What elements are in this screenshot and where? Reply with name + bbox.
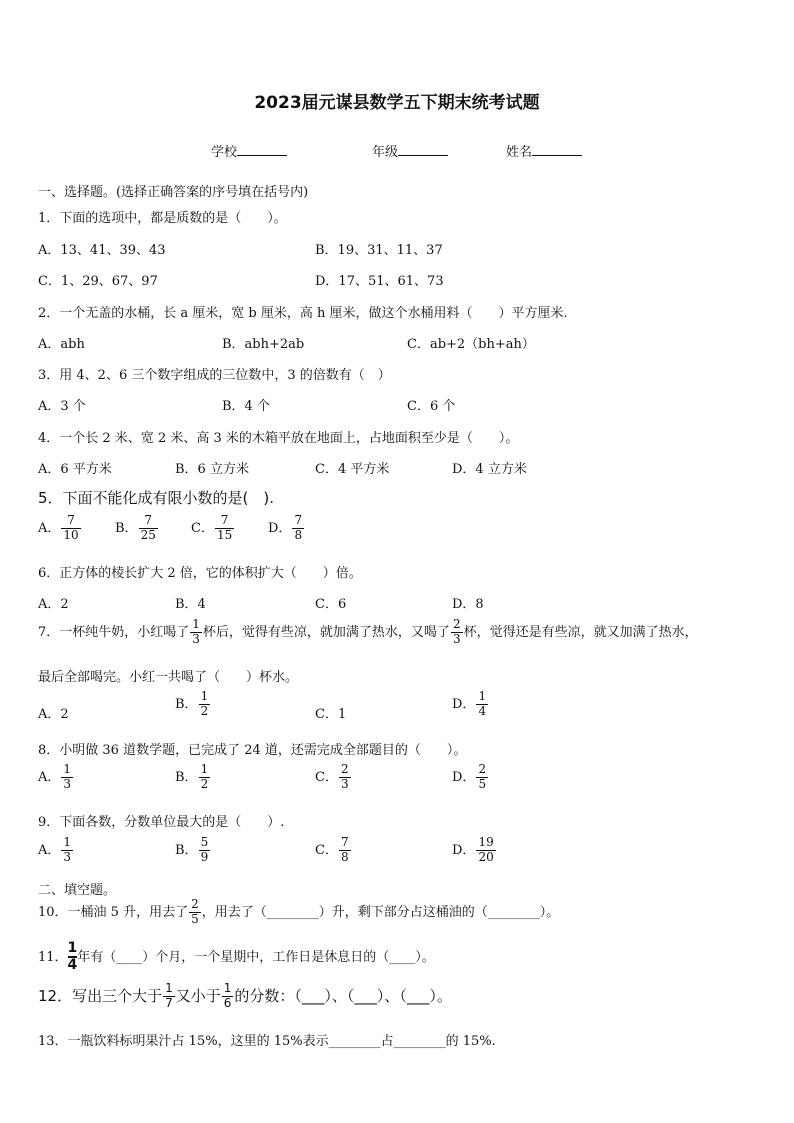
q5-option-d[interactable]: [268, 514, 305, 543]
name-field[interactable]: [506, 141, 582, 160]
denominator: 3: [63, 776, 72, 791]
q3-option-a[interactable]: A．3 个: [38, 399, 86, 414]
q6-option-c[interactable]: C．6: [315, 597, 347, 612]
q10-text-2: ，用去了（________）升，剩下部分占这桶油的（________）。: [201, 904, 560, 920]
q5-d-label: D．: [268, 520, 292, 536]
q5-a-fraction: [61, 514, 80, 543]
q3-option-c[interactable]: C．6 个: [407, 399, 456, 414]
q9-a-label: A．: [38, 842, 61, 858]
question-5: 5．下面不能化成有限小数的是( ).: [38, 489, 275, 507]
q8-a-label: A．: [38, 769, 61, 785]
school-blank[interactable]: [237, 143, 287, 156]
q11-label: 11．: [38, 949, 68, 965]
q9-b-fraction: [199, 836, 211, 865]
question-10: [38, 898, 559, 927]
numerator: 1: [200, 689, 209, 703]
denominator: 4: [67, 957, 78, 974]
q8-b-fraction: [199, 763, 211, 792]
denominator: 8: [340, 849, 349, 864]
q4-option-a[interactable]: A．6 平方米: [38, 462, 112, 477]
question-7-cont: 最后全部喝完。小红一共喝了（ ）杯水。: [38, 670, 299, 685]
denominator: 2: [200, 703, 209, 718]
q9-option-d[interactable]: [452, 836, 497, 865]
denominator: 10: [63, 527, 79, 542]
q5-option-b[interactable]: [115, 514, 159, 543]
numerator: 1: [67, 940, 78, 956]
numerator: 1: [63, 762, 72, 776]
numerator: 7: [67, 513, 75, 527]
q8-c-label: C．: [315, 769, 338, 785]
q7-b-label: B．: [175, 696, 198, 712]
numerator: 7: [220, 513, 229, 527]
numerator: 2: [452, 617, 461, 631]
question-1: 1．下面的选项中，都是质数的是（ ）。: [38, 211, 287, 226]
q5-a-label: A．: [38, 520, 61, 536]
q7-b-fraction: [199, 690, 211, 719]
q12-text-2: 又小于: [175, 986, 221, 1005]
q8-c-fraction: [339, 763, 351, 792]
question-7: [38, 618, 698, 647]
denominator: 25: [140, 527, 156, 542]
q3-option-b[interactable]: B．4 个: [222, 399, 270, 414]
q11-text: 年有（____）个月，一个星期中，工作日是休息日的（____）。: [77, 949, 435, 965]
school-label: 学校: [211, 145, 238, 160]
denominator: 20: [478, 849, 494, 864]
q9-b-label: B．: [175, 842, 198, 858]
q5-b-label: B．: [115, 520, 138, 536]
q10-fraction: [189, 898, 201, 927]
q12-fraction-2: [222, 982, 234, 1011]
q9-option-a[interactable]: [38, 836, 74, 865]
q10-text-1: 10．一桶油 5 升，用去了: [38, 904, 189, 920]
q7-fraction-2: [451, 618, 463, 647]
denominator: 3: [192, 631, 200, 646]
numerator: 2: [191, 897, 199, 911]
page-title: 2023届元谋县数学五下期末统考试题: [254, 93, 540, 113]
denominator: 6: [223, 995, 232, 1010]
denominator: 5: [191, 911, 199, 926]
q9-option-c[interactable]: [315, 836, 352, 865]
denominator: 5: [478, 776, 487, 791]
name-blank[interactable]: [532, 143, 582, 156]
denominator: 8: [294, 527, 303, 542]
denominator: 3: [63, 849, 72, 864]
numerator: 2: [340, 762, 349, 776]
q8-b-label: B．: [175, 769, 198, 785]
question-6: 6．正方体的棱长扩大 2 倍，它的体积扩大（ ）倍。: [38, 566, 362, 581]
q6-option-d[interactable]: D．8: [452, 597, 484, 612]
question-8: 8．小明做 36 道数学题，已完成了 24 道，还需完成全部题目的（ ）。: [38, 743, 467, 758]
numerator: 1: [192, 617, 200, 631]
question-2: 2．一个无盖的水桶，长 a 厘米，宽 b 厘米，高 h 厘米，做这个水桶用料（ ）平方厘米.: [38, 306, 568, 321]
q11-fraction: [68, 941, 78, 974]
numerator: 1: [200, 762, 209, 776]
question-13: 13．一瓶饮料标明果汁占 15%，这里的 15%表示________占________的 15%.: [38, 1034, 496, 1049]
q8-d-label: D．: [452, 769, 476, 785]
q9-c-label: C．: [315, 842, 338, 858]
q9-d-fraction: [476, 836, 495, 865]
q8-option-b[interactable]: [175, 763, 211, 792]
denominator: 3: [452, 631, 461, 646]
q2-option-c[interactable]: C．ab+2（bh+ah）: [407, 337, 535, 352]
q12-fraction-1: [163, 982, 175, 1011]
q7-d-label: D．: [452, 696, 476, 712]
q7-text-3: 杯，觉得还是有些凉，就又加满了热水，: [463, 624, 698, 640]
numerator: 1: [478, 689, 487, 703]
numerator: 7: [340, 835, 349, 849]
q7-d-fraction: [476, 690, 488, 719]
numerator: 1: [223, 981, 232, 995]
numerator: 7: [294, 513, 303, 527]
section-2-heading: 二、填空题。: [38, 883, 117, 898]
numerator: 1: [63, 835, 72, 849]
q7-text-2: 杯后，觉得有些凉，就加满了热水，又喝了: [202, 624, 450, 640]
denominator: 15: [216, 527, 233, 542]
numerator: 2: [478, 762, 487, 776]
q1-option-b[interactable]: B．19、31、11、37: [315, 243, 443, 258]
q7-option-b[interactable]: [175, 690, 211, 719]
q5-b-fraction: [139, 514, 158, 543]
q9-option-b[interactable]: [175, 836, 211, 865]
grade-label: 年级: [372, 145, 399, 160]
numerator: 5: [200, 835, 209, 849]
section-1-heading: 一、选择题。(选择正确答案的序号填在括号内): [38, 185, 309, 200]
q9-c-fraction: [339, 836, 351, 865]
q4-option-d[interactable]: D．4 立方米: [452, 462, 527, 477]
q7-option-a[interactable]: A．2: [38, 707, 69, 722]
denominator: 4: [478, 703, 487, 718]
question-12: [38, 982, 452, 1011]
q7-fraction-1: [190, 618, 202, 647]
numerator: 1: [165, 981, 173, 995]
q5-c-label: C．: [191, 520, 214, 536]
denominator: 3: [340, 776, 349, 791]
q1-option-c[interactable]: C．1、29、67、97: [38, 274, 158, 289]
q8-d-fraction: [476, 763, 488, 792]
q6-option-b[interactable]: B．4: [175, 597, 206, 612]
question-9: 9．下面各数，分数单位最大的是（ ）.: [38, 815, 285, 830]
numerator: 7: [144, 513, 153, 527]
grade-blank[interactable]: [398, 143, 448, 156]
q5-d-fraction: [292, 514, 304, 543]
q8-option-d[interactable]: [452, 763, 489, 792]
name-label: 姓名: [506, 145, 533, 160]
denominator: 2: [200, 776, 209, 791]
q7-option-c[interactable]: C．1: [315, 707, 347, 722]
q12-text-1: 12．写出三个大于: [38, 986, 163, 1005]
q5-option-a[interactable]: [38, 514, 82, 543]
question-3: 3．用 4、2、6 三个数字组成的三位数中，3 的倍数有（ ）: [38, 368, 391, 383]
q1-option-a[interactable]: A．13、41、39、43: [38, 243, 166, 258]
q4-option-b[interactable]: B．6 立方米: [175, 462, 249, 477]
q1-option-d[interactable]: D．17、51、61、73: [315, 274, 444, 289]
question-4: 4．一个长 2 米、宽 2 米、高 3 米的木箱平放在地面上，占地面积至少是（ ）。: [38, 431, 519, 446]
q2-option-a[interactable]: A．abh: [38, 337, 85, 352]
numerator: 19: [478, 835, 494, 849]
q9-d-label: D．: [452, 842, 476, 858]
q7-option-d[interactable]: [452, 690, 489, 719]
q8-option-a[interactable]: [38, 763, 74, 792]
q6-option-a[interactable]: A．2: [38, 597, 69, 612]
q4-option-c[interactable]: C．4 平方米: [315, 462, 390, 477]
q5-c-fraction: [215, 514, 234, 543]
q12-text-3: 的分数：（___）、（___）、（___）。: [234, 986, 452, 1005]
q7-text-1: 7．一杯纯牛奶，小红喝了: [38, 624, 190, 640]
q9-a-fraction: [61, 836, 73, 865]
q8-a-fraction: [61, 763, 73, 792]
grade-field[interactable]: [372, 141, 448, 160]
denominator: 9: [200, 849, 209, 864]
denominator: 7: [165, 995, 173, 1010]
school-field[interactable]: [211, 141, 287, 160]
q8-option-c[interactable]: [315, 763, 352, 792]
q2-option-b[interactable]: B．abh+2ab: [222, 337, 305, 352]
q5-option-c[interactable]: [191, 514, 235, 543]
question-11: [38, 941, 435, 974]
